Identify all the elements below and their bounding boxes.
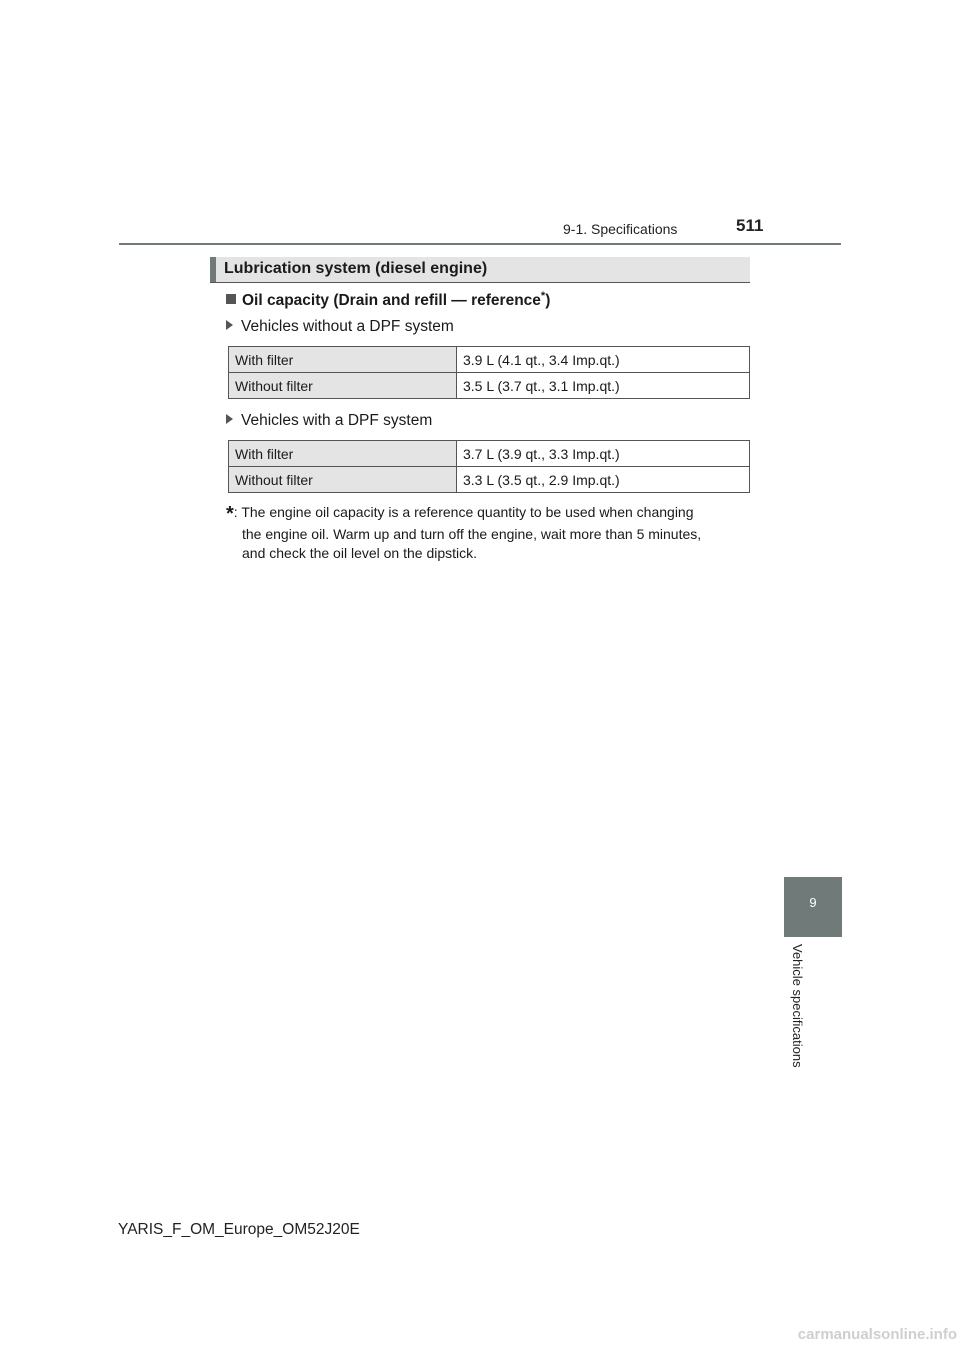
- footnote-line-2: the engine oil. Warm up and turn off the engine, wait more than 5 minutes,: [242, 525, 702, 542]
- table-row: [229, 373, 750, 399]
- table-cell-value: 3.3 L (3.5 qt., 2.9 Imp.qt.): [457, 467, 750, 493]
- chapter-tab-label: Vehicle specifications: [790, 944, 805, 1068]
- table-cell-key: Without filter: [229, 467, 457, 493]
- spec-table-with-dpf: [228, 440, 750, 493]
- triangle-bullet-icon: [226, 414, 233, 424]
- section-heading: Lubrication system (diesel engine): [224, 260, 488, 277]
- table-cell-value: 3.5 L (3.7 qt., 3.1 Imp.qt.): [457, 373, 750, 399]
- section-heading-box: [210, 257, 750, 283]
- footnote-mark: *: [226, 503, 234, 525]
- table-cell-key: Without filter: [229, 373, 457, 399]
- table-cell-key: With filter: [229, 441, 457, 467]
- subheading-footnote-mark: *: [540, 290, 546, 302]
- group-label-text: Vehicles without a DPF system: [241, 318, 454, 335]
- footnote-line-3: and check the oil level on the dipstick.: [242, 545, 478, 561]
- group-label-without-dpf: [226, 318, 454, 336]
- spec-table-without-dpf: [228, 346, 750, 399]
- table-row: [229, 467, 750, 493]
- header-divider: [119, 243, 841, 245]
- page-number: 511: [736, 216, 764, 235]
- header-section-title: 9-1. Specifications: [563, 221, 678, 237]
- square-bullet-icon: [226, 294, 236, 304]
- group-label-with-dpf: [226, 412, 432, 430]
- group-label-text: Vehicles with a DPF system: [241, 412, 433, 429]
- subheading-text: Oil capacity (Drain and refill — reference: [242, 292, 541, 310]
- section-heading-accent-bar: [210, 257, 216, 282]
- chapter-tab-number: 9: [809, 895, 817, 910]
- table-cell-value: 3.9 L (4.1 qt., 3.4 Imp.qt.): [457, 347, 750, 373]
- table-row: [229, 441, 750, 467]
- subheading-close: ): [545, 292, 551, 310]
- footer-document-code: YARIS_F_OM_Europe_OM52J20E: [118, 1221, 360, 1238]
- triangle-bullet-icon: [226, 320, 233, 330]
- footnote-line-1: : The engine oil capacity is a reference quantity to be used when changing: [233, 504, 694, 520]
- table-cell-key: With filter: [229, 347, 457, 373]
- watermark: carmanualsonline.info: [797, 1326, 957, 1343]
- table-row: [229, 347, 750, 373]
- chapter-tab: [784, 877, 842, 937]
- footnote: [226, 503, 746, 564]
- subheading: [226, 290, 550, 310]
- table-cell-value: 3.7 L (3.9 qt., 3.3 Imp.qt.): [457, 441, 750, 467]
